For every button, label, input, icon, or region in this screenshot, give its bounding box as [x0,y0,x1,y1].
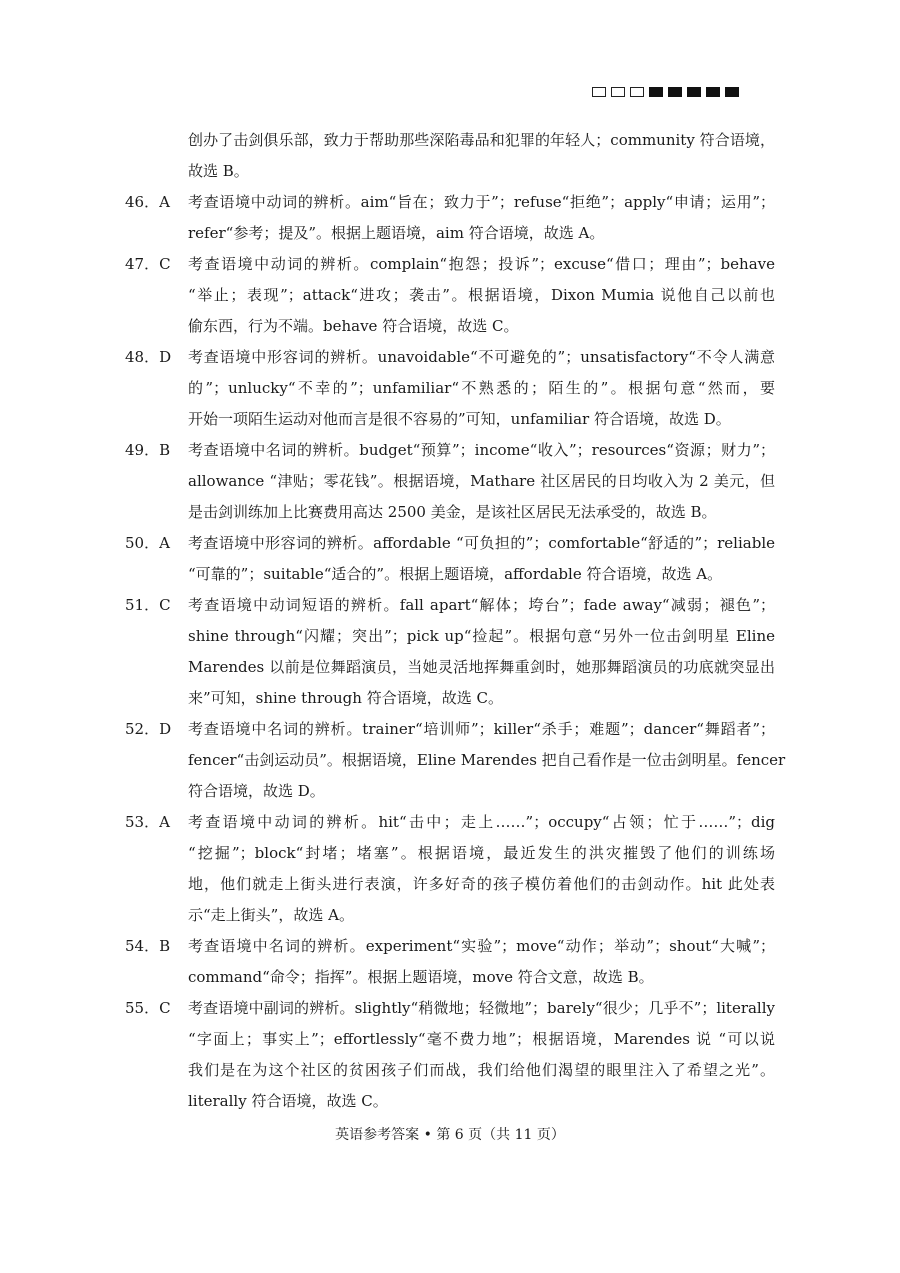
text-line: 考查语境中动词的辨析。complain“抱怨；投诉”；excuse“借口；理由”；behave [188,255,775,273]
text-line: 符合语境，故选 D。 [188,782,325,800]
answer-item [125,931,775,993]
text-line: 偷东西，行为不端。behave 符合语境，故选 C。 [188,317,519,335]
text-line: 开始一项陌生运动对他而言是很不容易的”可知，unfamiliar 符合语境，故选 D。 [188,410,731,428]
header-mark-solid [687,87,701,97]
text-line: shine through“闪耀；突出”；pick up“捡起”。根据句意“另外一位击剑明星 Eline [188,627,775,645]
text-line: 示“走上街头”，故选 A。 [188,906,354,924]
text-line: 考查语境中形容词的辨析。unavoidable“不可避免的”；unsatisfactory“不令人满意 [188,348,775,366]
answer-number: 53．A [125,813,170,831]
answer-item [125,187,775,249]
header-mark-hollow [630,87,644,97]
text-line: 故选 B。 [188,162,249,180]
text-line: “挖掘”；block“封堵；堵塞”。根据语境，最近发生的洪灾摧毁了他们的训练场 [188,844,775,862]
text-line: 创办了击剑俱乐部，致力于帮助那些深陷毒品和犯罪的年轻人；community 符合语境， [188,131,775,149]
answer-item [125,249,775,342]
text-line: literally 符合语境，故选 C。 [188,1092,388,1110]
answer-item [125,714,786,807]
header-mark-solid [649,87,663,97]
text-line: command“命令；指挥”。根据上题语境，move 符合文意，故选 B。 [188,968,654,986]
text-line: 是击剑训练加上比赛费用高达 2500 美金，是该社区居民无法承受的，故选 B。 [188,503,717,521]
answer-number: 51．C [125,596,171,614]
header-mark-hollow [592,87,606,97]
header-marks [592,87,739,97]
answer-number: 52．D [125,720,172,738]
answer-number: 55．C [125,999,171,1017]
answer-item [125,528,775,590]
answer-number: 47．C [125,255,171,273]
answer-item [125,807,775,931]
answer-item [125,435,775,528]
text-line: 考查语境中形容词的辨析。affordable “可负担的”；comfortable“舒适的”；reliable [188,534,775,552]
answer-item [125,342,775,435]
text-line: 来”可知，shine through 符合语境，故选 C。 [188,689,503,707]
header-mark-solid [668,87,682,97]
answer-number: 54．B [125,937,171,955]
text-line: 考查语境中名词的辨析。experiment“实验”；move“动作；举动”；shout“大喊”； [188,937,775,955]
answer-number: 46．A [125,193,170,211]
text-line: 地，他们就走上街头进行表演，许多好奇的孩子模仿着他们的击剑动作。hit 此处表 [188,875,775,893]
text-line: “举止；表现”；attack“进攻；袭击”。根据语境，Dixon Mumia 说他自己以前也 [188,286,775,304]
text-line: allowance “津贴；零花钱”。根据语境，Mathare 社区居民的日均收入为 2 美元，但 [188,472,775,490]
continuation-paragraph [130,125,775,187]
answer-number: 50．A [125,534,170,552]
text-line: 考查语境中副词的辨析。slightly“稍微地；轻微地”；barely“很少；几乎不”；literally [188,999,775,1017]
text-line: “可靠的”；suitable“适合的”。根据上题语境，affordable 符合语境，故选 A。 [188,565,723,583]
text-line: 考查语境中动词的辨析。aim“旨在；致力于”；refuse“拒绝”；apply“申请；运用”； [188,193,775,211]
text-line: 考查语境中名词的辨析。budget“预算”；income“收入”；resources“资源；财力”； [188,441,775,459]
header-mark-hollow [611,87,625,97]
answer-content [125,125,786,1117]
text-line: fencer“击剑运动员”。根据语境，Eline Marendes 把自己看作是一位击剑明星。fencer [188,751,786,769]
header-mark-solid [706,87,720,97]
text-line: refer“参考；提及”。根据上题语境，aim 符合语境，故选 A。 [188,224,605,242]
text-line: Marendes 以前是位舞蹈演员，当她灵活地挥舞重剑时，她那舞蹈演员的功底就突显出 [188,658,775,676]
text-line: 考查语境中动词的辨析。hit“击中；走上……”；occupy“占领；忙于……”；dig [188,813,775,831]
answer-number: 48．D [125,348,172,366]
page-footer: 英语参考答案 • 第 6 页（共 11 页） [335,1127,565,1143]
text-line: 的”；unlucky“不幸的”；unfamiliar“不熟悉的；陌生的”。根据句意“然而，要 [188,379,775,397]
text-line: “字面上；事实上”；effortlessly“毫不费力地”；根据语境，Marendes 说 “可以说 [188,1030,775,1048]
answer-number: 49．B [125,441,171,459]
header-mark-solid [725,87,739,97]
answer-list [125,187,786,1117]
text-line: 考查语境中动词短语的辨析。fall apart“解体；垮台”；fade away“减弱；褪色”； [188,596,775,614]
text-line: 考查语境中名词的辨析。trainer“培训师”；killer“杀手；难题”；dancer“舞蹈者”； [188,720,775,738]
text-line: 我们是在为这个社区的贫困孩子们而战，我们给他们渴望的眼里注入了希望之光”。 [188,1061,775,1079]
answer-item [125,993,775,1117]
answer-item [125,590,775,714]
